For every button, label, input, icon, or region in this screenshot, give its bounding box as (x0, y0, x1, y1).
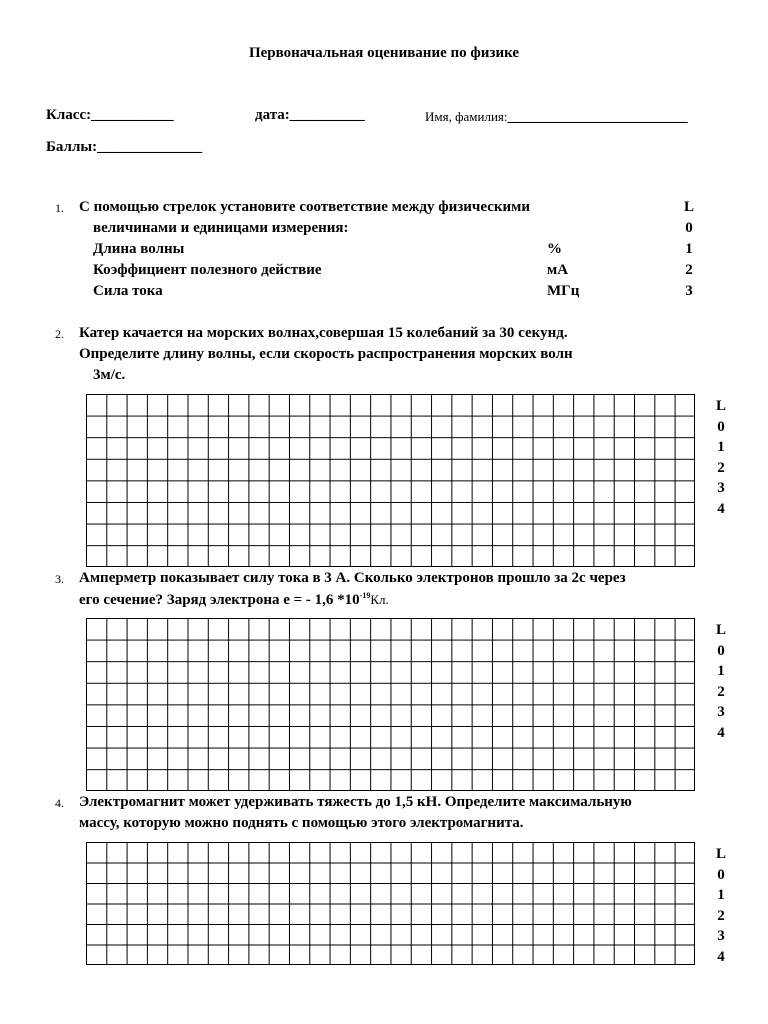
q1-score-2: 2 (685, 262, 693, 278)
q2-score-4: 4 (717, 500, 725, 517)
q4-score-3: 3 (717, 928, 725, 944)
q3-score-0: 0 (717, 642, 725, 659)
q2-text-line2: Определите длину волны, если скорость распространения морских волн (79, 346, 573, 362)
q2-score-0: 0 (717, 418, 725, 435)
q1-unit-2: МГц (547, 283, 580, 299)
q1-text-line2: величинами и единицами измерения: (93, 220, 349, 236)
q3-unit: Кл. (370, 592, 389, 607)
q3-text-line2 (79, 589, 389, 611)
q1-text-line1: С помощью стрелок установите соответствие между физическими (79, 199, 531, 215)
q3-score-2: 2 (717, 683, 725, 700)
q1-quantity-1: Коэффициент полезного действие (93, 262, 322, 278)
q2-score-1: 1 (717, 439, 725, 455)
q3-text-line2-main: его сечение? Заряд электрона е = - 1,6 *10 (79, 592, 360, 608)
q1-quantity-2: Сила тока (93, 283, 163, 299)
name-line: ________________________ (507, 109, 688, 125)
page-title: Первоначальная оценивание по физике (248, 45, 520, 61)
score-field[interactable]: Баллы:______________ (46, 139, 203, 155)
q1-score-column (681, 197, 697, 302)
q1-score-1: 1 (685, 241, 693, 257)
q2-number: 2. (55, 327, 64, 341)
q2-text-line3: 3м/с. (93, 367, 126, 383)
q1-score-0: 0 (685, 220, 693, 236)
q1-score-L: L (683, 199, 694, 215)
q4-score-4: 4 (717, 948, 725, 965)
q2-answer-grid[interactable] (86, 394, 695, 567)
q4-score-L: L (715, 846, 726, 862)
q2-score-column (713, 396, 729, 519)
q1-score-3: 3 (685, 283, 693, 299)
q2-text-line1: Катер качается на морских волнах,совершая 15 колебаний за 30 секунд. (79, 325, 568, 341)
name-field[interactable] (425, 108, 688, 126)
q4-text-line2: массу, которую можно поднять с помощью этого электромагнита. (79, 815, 524, 831)
q4-number: 4. (55, 796, 64, 810)
q3-text-line1: Амперметр показывает силу тока в 3 А. Сколько электронов прошло за 2с через (79, 570, 626, 586)
date-field[interactable]: дата:__________ (255, 107, 365, 123)
class-field[interactable]: Класс:___________ (46, 107, 174, 123)
q3-answer-grid[interactable] (86, 618, 695, 791)
q2-score-L: L (715, 398, 726, 414)
q3-score-3: 3 (717, 704, 725, 720)
q2-score-2: 2 (717, 459, 725, 476)
q4-score-0: 0 (717, 866, 725, 883)
q3-score-column (713, 620, 729, 743)
q3-score-4: 4 (717, 724, 725, 741)
q4-answer-grid[interactable] (86, 842, 695, 965)
q3-number: 3. (55, 572, 64, 586)
q4-text-line1: Электромагнит может удерживать тяжесть до 1,5 кН. Определите максимальную (79, 794, 632, 810)
q4-score-1: 1 (717, 887, 725, 903)
q1-unit-1: мА (547, 262, 569, 278)
name-label: Имя, фамилия: (425, 109, 508, 124)
q4-score-2: 2 (717, 907, 725, 924)
q1-number: 1. (55, 201, 64, 215)
q3-exponent: -19 (359, 591, 371, 600)
q3-score-1: 1 (717, 663, 725, 679)
q1-quantity-0: Длина волны (93, 241, 185, 257)
q1-unit-0: % (547, 241, 562, 257)
q4-score-column (713, 844, 729, 967)
q3-score-L: L (715, 622, 726, 638)
q2-score-3: 3 (717, 480, 725, 496)
